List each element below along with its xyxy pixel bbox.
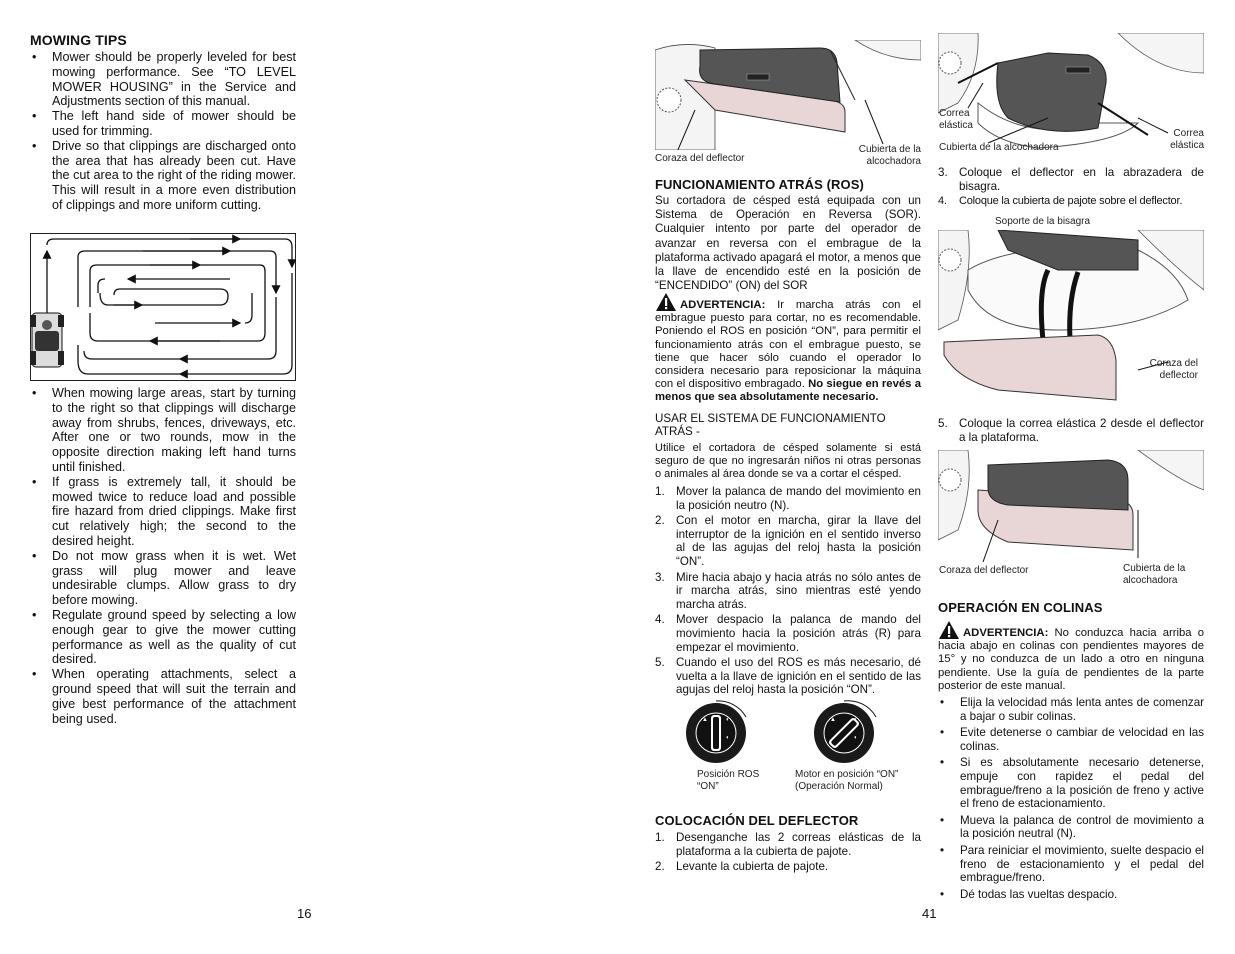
- warning-icon: [938, 620, 960, 640]
- hinge-caption: Soporte de la bisagra: [995, 216, 1091, 227]
- fig1-caption-left: Coraza del deflector: [655, 153, 745, 164]
- hill-warning-label: ADVERTENCIA:: [963, 627, 1049, 639]
- list-item: 5. Coloque la correa elástica 2 desde el deflector a la plataforma.: [938, 417, 1204, 444]
- list-item: • When mowing large areas, start by turning to the right so that clippings will discharge away from shrubs, fences, driveways, etc. After one or two rounds, mow in the opposite direction making left hand turns until finished.: [30, 386, 296, 475]
- hinge-figure: [938, 230, 1204, 412]
- ignition-key-figures: [680, 695, 900, 767]
- list-item: 5. Cuando el uso del ROS es más necesario, dé vuelta a la llave de ignición en el sentido de las agujas del reloj hasta la posición “ON”.: [655, 656, 921, 697]
- final-deflector-figure: [938, 450, 1204, 562]
- list-item: • Drive so that clippings are discharged onto the area that has already been cut. Have the cut area to the right of the riding mower. This will result in a more even distribution of clippings and more uniform cutting.: [30, 139, 296, 213]
- key-caption-left: Posición ROS “ON”: [697, 769, 760, 792]
- list-item: 4. Coloque la cubierta de pajote sobre el deflector.: [938, 195, 1183, 208]
- list-item: 1. Mover la palanca de mando del movimiento en la posición neutro (N).: [655, 485, 921, 512]
- list-item: • Elija la velocidad más lenta antes de comenzar a bajar o subir colinas.: [938, 696, 1204, 723]
- riding-mower-icon: [30, 313, 64, 367]
- list-item: 4. Mover despacio la palanca de mando del movimiento hacia la posición atrás (R) para empezar el movimiento.: [655, 613, 921, 654]
- ros-intro: Su cortadora de césped está equipada con un Sistema de Operación en Reversa (SOR). Cualquier intento por parte del operador de avanzar en reversa con el embrague de la plataforma activado apagará el motor, a menos que la llave de encendido esté en la posición de “ENCENDIDO” (ON) del SOR: [655, 194, 921, 293]
- svg-text:◐: ◐: [726, 735, 730, 741]
- warning-label: ADVERTENCIA:: [680, 299, 766, 311]
- list-item: • Evite detenerse o cambiar de velocidad en las colinas.: [938, 726, 1204, 753]
- ignition-switch-on-icon: [814, 701, 876, 763]
- mowing-tips-title: MOWING TIPS: [30, 32, 127, 48]
- list-item: • Mueva la palanca de control de movimiento a la posición neutral (N).: [938, 814, 1204, 841]
- ros-steps: [655, 485, 921, 699]
- warning-icon: [655, 292, 677, 312]
- svg-text:◐: ◐: [726, 717, 730, 723]
- final-caption-left: Coraza del deflector: [939, 565, 1029, 576]
- use-heading: USAR EL SISTEMA DE FUNCIONAMIENTO ATRÁS -: [655, 412, 886, 438]
- hill-warning-text: No conduzca hacia arriba o hacia abajo en colinas con pendientes mayores de 15° y no conduzca de un lado a otro en ninguna pendiente. Use la guía de pendientes de la parte posterior de este manual.: [938, 627, 1205, 692]
- list-item: • Si es absolutamente necesario detenerse, empuje con rapidez el pedal del embrague/freno a la posición de freno y active el freno de estacionamiento.: [938, 756, 1204, 810]
- strap-caption-left: Correa elástica: [939, 108, 973, 131]
- deflector-title: COLOCACIÓN DEL DEFLECTOR: [655, 813, 859, 828]
- svg-text:▲: ▲: [702, 717, 708, 723]
- svg-text:▲: ▲: [830, 717, 836, 723]
- deflector-step-5: [938, 417, 1204, 446]
- page-number-right: 41: [922, 906, 937, 921]
- list-item: 2. Con el motor en marcha, girar la llave del interruptor de la ignición en el sentido inverso al de las agujas del reloj hasta la posición “ON”.: [655, 514, 921, 568]
- key-caption-right: Motor en posición “ON” (Operación Normal): [795, 769, 899, 792]
- list-item: • The left hand side of mower should be used for trimming.: [30, 109, 296, 139]
- mowing-tips-list-top: [30, 50, 296, 213]
- svg-text:◐: ◐: [854, 735, 858, 741]
- list-item: • Dé todas las vueltas despacio.: [938, 888, 1204, 902]
- list-item: • Para reiniciar el movimiento, suelte despacio el freno de estacionamiento y el pedal del embrague/freno.: [938, 844, 1204, 885]
- list-item: 3. Coloque el deflector en la abrazadera de bisagra.: [938, 166, 1204, 193]
- ros-title: FUNCIONAMIENTO ATRÁS (ROS): [655, 177, 864, 192]
- hill-bullets: [938, 696, 1204, 904]
- list-item: 2. Levante la cubierta de pajote.: [655, 860, 829, 874]
- final-caption-right: Cubierta de la alcochadora: [1123, 563, 1186, 586]
- use-intro: Utilice el cortadora de césped solamente si está seguro de que no ingresarán niños ni otras personas o animales al área donde se va a cortar el césped.: [655, 442, 921, 481]
- page-number-left: 16: [297, 906, 312, 921]
- deflector-steps: [655, 831, 921, 876]
- list-item: • If grass is extremely tall, it should be mowed twice to reduce load and possible fire hazard from dried clippings. Make first cut relatively high; the second to the desired height.: [30, 475, 296, 549]
- ignition-switch-ros-icon: [686, 701, 746, 763]
- list-item: 1. Desenganche las 2 correas elásticas de la plataforma a la cubierta de pajote.: [655, 831, 921, 858]
- list-item: • Regulate ground speed by selecting a low enough gear to give the mower cutting performance as well as the quality of cut desired.: [30, 608, 296, 667]
- list-item: • Mower should be properly leveled for best mowing performance. See “TO LEVEL MOWER HOUSING” in the Service and Adjustments section of this manual.: [30, 50, 296, 109]
- hill-warning: [938, 620, 1204, 693]
- ros-warning: [655, 292, 921, 405]
- mowing-tips-list-bottom: [30, 386, 296, 726]
- mowing-pattern-diagram: [30, 233, 296, 381]
- hill-title: OPERACIÓN EN COLINAS: [938, 600, 1103, 615]
- cover-caption: Cubierta de la alcochadora: [939, 142, 1059, 153]
- deflector-figure-1: [655, 40, 921, 150]
- list-item: 3. Mire hacia abajo y hacia atrás no sólo antes de ir marcha atrás, sino mientras esté yendo marcha atrás.: [655, 570, 921, 611]
- strap-caption-right: Correa elástica: [1170, 128, 1204, 151]
- shield-caption: Coraza del deflector: [1149, 358, 1198, 381]
- fig1-caption-right: Cubierta de la alcochadora: [858, 144, 921, 167]
- list-item: • When operating attachments, select a ground speed that will suit the terrain and give best performance of the attachment being used.: [30, 667, 296, 726]
- deflector-steps-right: [938, 166, 1204, 211]
- warning-bold-text: No siegue en revés a menos que sea absolutamente necesario.: [655, 378, 921, 404]
- list-item: • Do not mow grass when it is wet. Wet grass will plug mower and leave undesirable clumps. Allow grass to dry before mowing.: [30, 549, 296, 608]
- svg-text:◐: ◐: [854, 717, 858, 723]
- warning-text: Ir marcha atrás con el embrague puesto para cortar, no es recomendable. Poniendo el ROS en posición “ON”, para permitir el funcionamiento atrás con el embrague puesto, se tiene que hacer sólo cuando el operador lo considera necesario para reposicionar la máquina con el dispositivo embragado.: [655, 299, 922, 391]
